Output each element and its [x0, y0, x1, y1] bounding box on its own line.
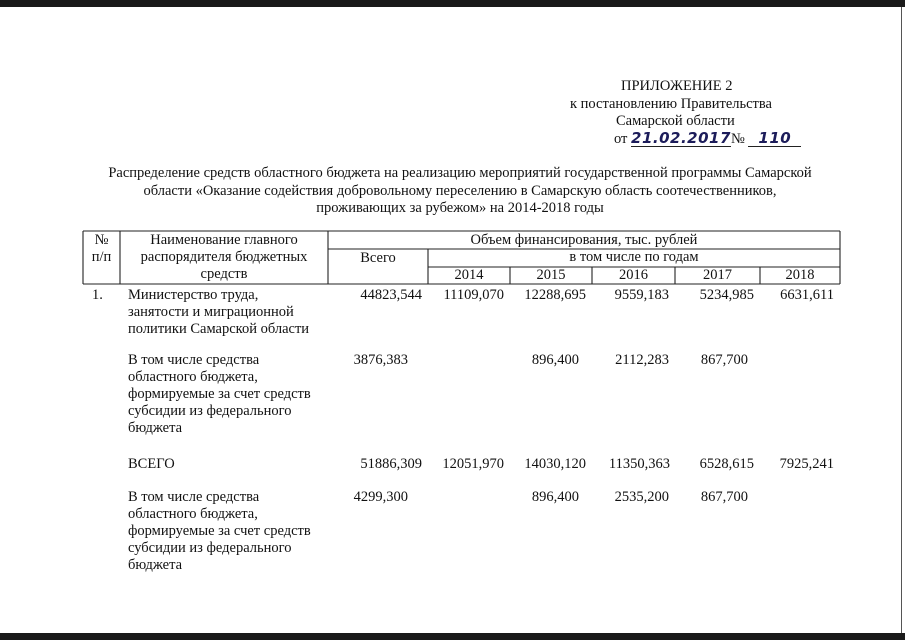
row-value-2014: 11109,070: [443, 287, 504, 303]
row-name-line: Министерство труда,: [128, 287, 259, 303]
header-by-years: в том числе по годам: [569, 249, 699, 265]
row-value-2015: 896,400: [531, 489, 579, 505]
row-name-line: бюджета: [128, 420, 183, 436]
header-year-2016: 2016: [619, 267, 648, 283]
row-value-2017: 867,700: [700, 352, 748, 368]
header-no-line1: №: [94, 232, 109, 248]
row-value-2016: 2112,283: [615, 352, 669, 368]
row-value-2017: 5234,985: [699, 287, 754, 303]
row-name-line: политики Самарской области: [128, 321, 310, 337]
header-year-2018: 2018: [785, 267, 815, 283]
header-year-2015: 2015: [536, 267, 566, 283]
header-year-2014: 2014: [454, 267, 484, 283]
row-name-line: формируемые за счет средств: [128, 386, 311, 402]
handwritten-number: 110: [748, 131, 801, 147]
row-value-2016: 11350,363: [608, 456, 670, 472]
row-value-2016: 9559,183: [614, 287, 669, 303]
header-name-line2: распорядителя бюджетных: [140, 249, 308, 265]
row-value-2014: 12051,970: [442, 456, 504, 472]
header-name-line1: Наименование главного: [150, 232, 298, 248]
header-name-line3: средств: [200, 266, 248, 282]
row-value-2018: 7925,241: [779, 456, 834, 472]
title-line-2: области «Оказание содействия добровольному переселению в Самарскую область соотечественников,: [143, 182, 777, 199]
row-name-line: занятости и миграционной: [128, 304, 294, 320]
row-name-line: субсидии из федерального: [128, 540, 292, 556]
row-total: 4299,300: [353, 489, 408, 505]
row-value-2015: 14030,120: [524, 456, 586, 472]
row-name-line: областного бюджета,: [128, 369, 258, 385]
row-value-2016: 2535,200: [614, 489, 669, 505]
header-no-line2: п/п: [91, 249, 112, 265]
date-prefix: от: [614, 131, 628, 147]
appendix-region: Самарской области: [616, 113, 735, 129]
row-total: 44823,544: [360, 287, 422, 303]
handwritten-date: 21.02.2017: [631, 129, 731, 147]
number-prefix: №: [730, 131, 745, 147]
row-value-2018: 6631,611: [780, 287, 834, 303]
row-value-2015: 896,400: [531, 352, 579, 368]
row-name-line: областного бюджета,: [128, 506, 258, 522]
row-name-line: В том числе средства: [128, 352, 260, 368]
row-name-line: субсидии из федерального: [128, 403, 292, 419]
header-funding: Объем финансирования, тыс. рублей: [470, 232, 698, 248]
row-name-line: ВСЕГО: [128, 456, 175, 472]
row-value-2015: 12288,695: [524, 287, 586, 303]
appendix-title: ПРИЛОЖЕНИЕ 2: [621, 78, 733, 94]
title-line-3: проживающих за рубежом» на 2014-2018 годы: [316, 200, 604, 216]
row-total: 3876,383: [353, 352, 408, 368]
header-year-2017: 2017: [703, 267, 732, 283]
row-value-2017: 867,700: [700, 489, 748, 505]
row-name-line: бюджета: [128, 557, 183, 573]
row-name-line: В том числе средства: [128, 489, 260, 505]
row-total: 51886,309: [360, 456, 422, 472]
row-value-2017: 6528,615: [699, 456, 754, 472]
appendix-decree: к постановлению Правительства: [570, 96, 772, 112]
row-no: 1.: [92, 287, 103, 303]
title-line-1: Распределение средств областного бюджета на реализацию мероприятий государственной программы Самарской: [108, 165, 812, 181]
row-name-line: формируемые за счет средств: [128, 523, 311, 539]
header-total: Всего: [360, 250, 396, 266]
